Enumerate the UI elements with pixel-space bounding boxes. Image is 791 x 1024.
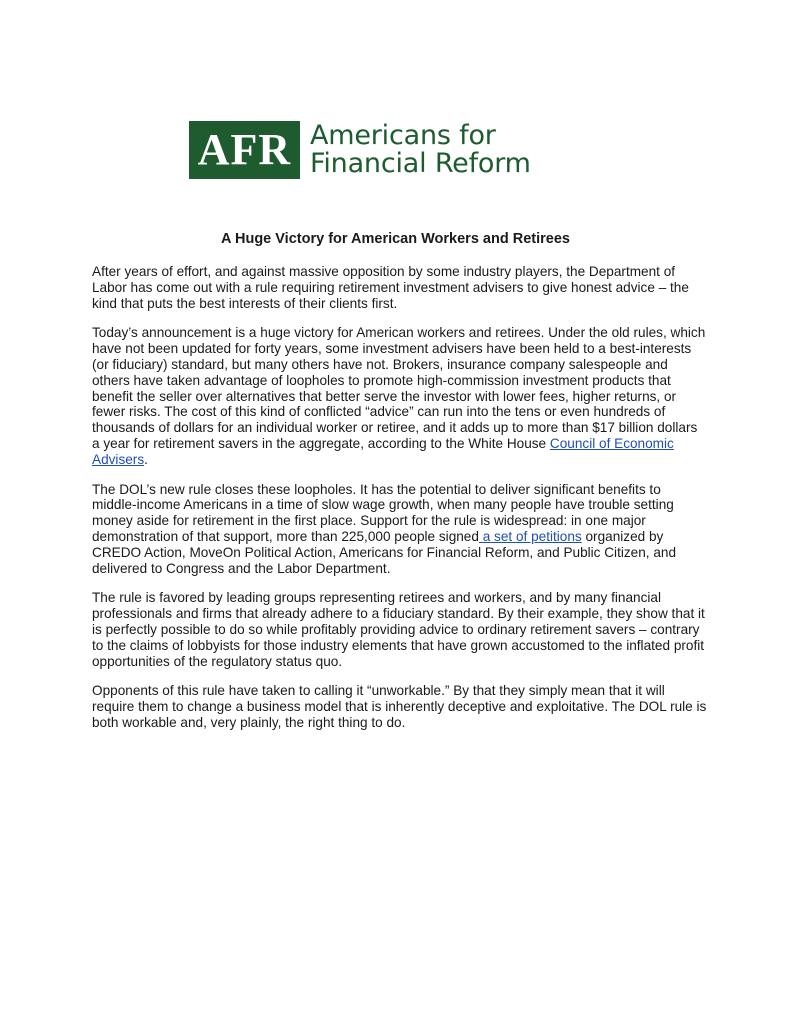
afr-logo — [189, 121, 531, 179]
paragraph-2-text: Today’s announcement is a huge victory for American workers and retirees. Under the old rules, which have not been updated for forty years, some investment advisers have been held to a best-interests (or fiduciary) standard, but many others have not. Brokers, insurance company salespeople and others have taken advantage of loopholes to promote high-commission investment products that benefit the seller over alternatives that better serve the investor with lower fees, higher returns, or fewer risks. The cost of this kind of conflicted “advice” can run into the tens or even hundreds of thousands of dollars for an individual worker or retiree, and it adds up to more than $17 billion dollars a year for retirement savers in the aggregate, according to the White House — [92, 325, 706, 451]
petitions-link[interactable]: a set of petitions — [478, 528, 582, 544]
paragraph-3 — [92, 482, 707, 577]
paragraph-2 — [92, 325, 707, 467]
logo-box — [189, 121, 300, 179]
document-title: A Huge Victory for American Workers and Retirees — [221, 231, 570, 247]
paragraph-4: The rule is favored by leading groups representing retirees and workers, and by many financial professionals and firms that already adhere to a fiduciary standard. By their example, they show that it is perfectly possible to do so while profitably providing advice to ordinary retirement savers – contrary to the claims of lobbyists for those industry elements that have grown accustomed to the inflated profit opportunities of the regulatory status quo. — [92, 590, 705, 669]
paragraph-2-end: . — [144, 451, 148, 467]
paragraph-3-end: organized by CREDO Action, MoveOn Political Action, Americans for Financial Reform, and Public Citizen, and delivered to Congress and the Labor Department. — [92, 528, 677, 576]
paragraph-5: Opponents of this rule have taken to calling it “unworkable.” By that they simply mean that it will require them to change a business model that is inherently deceptive and exploitative. The DOL rule is both workable and, very plainly, the right thing to do. — [92, 683, 707, 730]
council-of-economic-advisers-link[interactable]: Council of Economic Advisers — [92, 435, 674, 467]
logo-line-1: Americans for — [310, 120, 496, 151]
paragraph-3-text: The DOL’s new rule closes these loopholes. It has the potential to deliver significant benefits to middle-income Americans in a time of slow wage growth, when many people have trouble setting money aside for retirement in the first place. Support for the rule is widespread: in one major demonstration of that support, more than 225,000 people signed — [92, 481, 674, 544]
paragraph-1: After years of effort, and against massive opposition by some industry players, the Department of Labor has come out with a rule requiring retirement investment advisers to give honest advice – the kind that puts the best interests of their clients first. — [92, 264, 689, 311]
document-body — [92, 264, 707, 745]
logo-line-2: Financial Reform — [310, 148, 531, 179]
logo-wordmark — [310, 122, 531, 178]
logo-abbreviation: AFR — [197, 125, 292, 174]
